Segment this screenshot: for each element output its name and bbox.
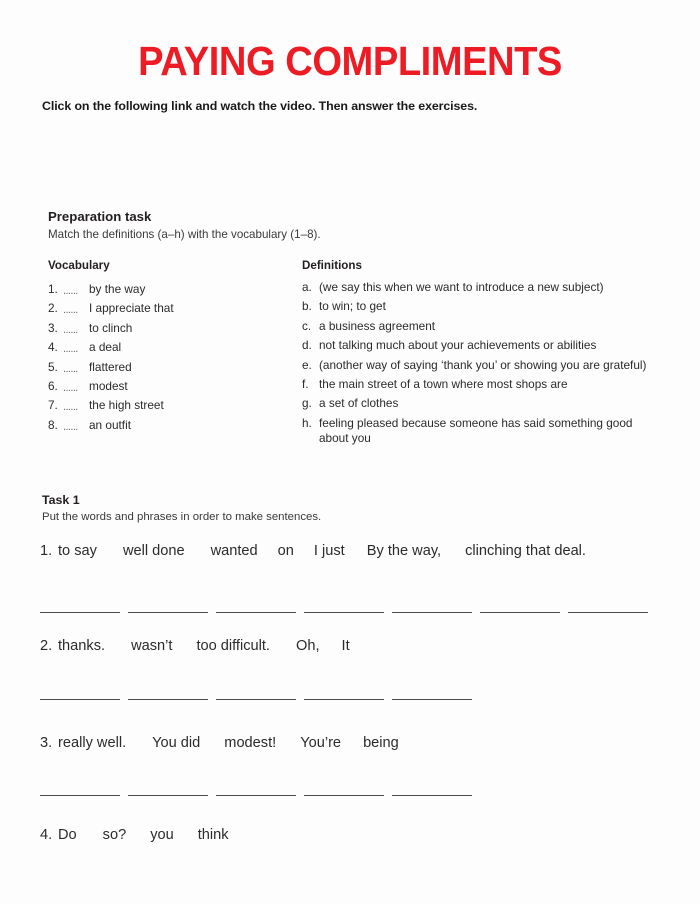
task1-word-chunk[interactable]: too difficult.	[196, 638, 270, 654]
vocabulary-answer-blank[interactable]: ......	[63, 420, 78, 433]
definition-item-letter: d.	[302, 338, 312, 353]
task1-word-chunk[interactable]: Oh,	[296, 638, 320, 654]
answer-line-segment[interactable]	[40, 699, 120, 700]
task1-word-chunk[interactable]: By the way,	[366, 543, 442, 559]
task1-sentence-number: 2.	[40, 638, 53, 654]
vocabulary-item-number: 7.	[48, 398, 58, 413]
vocabulary-item-label: the high street	[89, 398, 164, 413]
task1-sentence-number: 3.	[40, 735, 53, 751]
page-title: PAYING COMPLIMENTS	[138, 38, 562, 84]
vocabulary-item	[48, 416, 288, 435]
task1-word-chunk[interactable]: well done	[122, 543, 185, 559]
task1-sentence	[40, 638, 350, 654]
task1-word-chunk[interactable]: modest!	[224, 735, 277, 751]
task1-word-chunk[interactable]: think	[197, 827, 229, 843]
answer-line-segment[interactable]	[304, 795, 384, 796]
vocabulary-answer-blank[interactable]: ......	[63, 381, 78, 394]
preparation-task-instruction: Match the definitions (a–h) with the vocabulary (1–8).	[48, 228, 321, 241]
vocabulary-item	[48, 299, 288, 318]
task1-sentence	[40, 735, 399, 751]
answer-line-segment[interactable]	[392, 795, 472, 796]
definitions-column-header: Definitions	[302, 259, 362, 272]
task1-word-chunk[interactable]: on	[277, 543, 294, 559]
definition-item-letter: a.	[302, 280, 312, 294]
definition-item	[302, 338, 654, 354]
intro-instruction: Click on the following link and watch the video. Then answer the exercises.	[42, 99, 478, 113]
answer-line-segment[interactable]	[216, 699, 296, 700]
vocabulary-answer-blank[interactable]: ......	[63, 323, 78, 336]
vocabulary-item	[48, 319, 288, 338]
vocabulary-item-number: 2.	[48, 301, 58, 316]
vocabulary-item-label: flattered	[89, 359, 132, 374]
definition-item-letter: b.	[302, 299, 312, 314]
answer-line-segment[interactable]	[480, 612, 560, 613]
vocabulary-answer-blank[interactable]: ......	[63, 285, 78, 297]
task1-word-chunk[interactable]: wasn’t	[131, 638, 173, 654]
task1-word-chunk[interactable]: You’re	[300, 735, 342, 751]
task1-word-chunk[interactable]: It	[341, 638, 350, 654]
definitions-list	[302, 280, 654, 451]
task1-word-chunk[interactable]: being	[363, 735, 399, 751]
task1-word-chunk[interactable]: to say	[58, 543, 97, 559]
vocabulary-item	[48, 396, 288, 415]
definition-item-text: (we say this when we want to introduce a new subject)	[319, 280, 604, 294]
vocabulary-item-number: 5.	[48, 359, 58, 374]
vocabulary-item-label: a deal	[89, 340, 122, 355]
task1-answer-line[interactable]	[40, 795, 472, 796]
task1-word-chunk[interactable]: I just	[313, 543, 345, 559]
task1-word-chunk[interactable]: really well.	[58, 735, 127, 751]
task1-word-chunk[interactable]: Do	[58, 827, 77, 843]
task1-word-chunk[interactable]: You did	[152, 735, 201, 751]
vocabulary-column-header: Vocabulary	[48, 259, 110, 272]
answer-line-segment[interactable]	[568, 612, 648, 613]
vocabulary-item	[48, 338, 288, 357]
task1-answer-line[interactable]	[40, 699, 472, 700]
definition-item-text: a set of clothes	[319, 396, 399, 411]
vocabulary-item	[48, 358, 288, 377]
task1-instruction: Put the words and phrases in order to make sentences.	[42, 511, 322, 523]
definition-item	[302, 358, 654, 374]
answer-line-segment[interactable]	[304, 612, 384, 613]
task1-sentence-number: 4.	[40, 827, 53, 843]
answer-line-segment[interactable]	[40, 795, 120, 796]
definition-item	[302, 377, 654, 393]
answer-line-segment[interactable]	[40, 612, 120, 613]
definition-item-text: to win; to get	[319, 299, 386, 314]
definition-item	[302, 396, 654, 412]
definition-item	[302, 319, 654, 335]
vocabulary-item-label: by the way	[89, 282, 146, 296]
vocabulary-item-number: 1.	[48, 282, 58, 296]
answer-line-segment[interactable]	[128, 699, 208, 700]
answer-line-segment[interactable]	[216, 795, 296, 796]
vocabulary-answer-blank[interactable]: ......	[63, 343, 78, 356]
definition-item-text: (another way of saying ‘thank you’ or showing you are grateful)	[319, 357, 647, 372]
definition-item-text: the main street of a town where most shops are	[319, 376, 568, 391]
vocabulary-list	[48, 280, 288, 435]
answer-line-segment[interactable]	[128, 612, 208, 613]
vocabulary-item-label: an outfit	[89, 417, 131, 432]
definition-item	[302, 416, 654, 447]
task1-answer-line[interactable]	[40, 612, 648, 613]
vocabulary-item-number: 6.	[48, 378, 58, 393]
definition-item-text: not talking much about your achievements or abilities	[319, 338, 597, 353]
task1-word-chunk[interactable]: clinching that deal.	[465, 543, 586, 559]
definition-item-letter: h.	[302, 415, 312, 430]
vocabulary-item-number: 3.	[48, 320, 58, 335]
answer-line-segment[interactable]	[392, 699, 472, 700]
answer-line-segment[interactable]	[304, 699, 384, 700]
vocabulary-item-label: to clinch	[89, 320, 133, 335]
definition-item-letter: f.	[302, 376, 309, 391]
task1-sentence	[40, 827, 229, 843]
vocabulary-item	[48, 377, 288, 396]
task1-sentence	[40, 543, 586, 559]
vocabulary-item-number: 4.	[48, 340, 58, 355]
task1-word-chunk[interactable]: so?	[102, 827, 127, 843]
vocabulary-answer-blank[interactable]: ......	[63, 304, 78, 317]
vocabulary-item	[48, 280, 288, 299]
vocabulary-item-label: modest	[89, 378, 128, 393]
preparation-task-heading: Preparation task	[48, 209, 152, 224]
definition-item-text: feeling pleased because someone has said something good about you	[319, 415, 633, 446]
definition-item-text: a business agreement	[319, 318, 436, 333]
vocabulary-answer-blank[interactable]: ......	[63, 362, 78, 375]
vocabulary-answer-blank[interactable]: ......	[63, 401, 78, 414]
answer-line-segment[interactable]	[128, 795, 208, 796]
task1-sentence-number: 1.	[40, 543, 53, 559]
task1-word-chunk[interactable]: you	[150, 827, 174, 843]
answer-line-segment[interactable]	[392, 612, 472, 613]
task1-word-chunk[interactable]: thanks.	[58, 638, 106, 654]
definition-item-letter: c.	[302, 318, 312, 333]
definition-item	[302, 299, 654, 315]
vocabulary-item-number: 8.	[48, 417, 58, 432]
vocabulary-item-label: I appreciate that	[89, 301, 174, 316]
task1-word-chunk[interactable]: wanted	[210, 543, 258, 559]
definition-item-letter: e.	[302, 357, 312, 372]
definition-item-letter: g.	[302, 396, 312, 411]
answer-line-segment[interactable]	[216, 612, 296, 613]
task1-heading: Task 1	[42, 493, 80, 507]
definition-item	[302, 280, 654, 296]
